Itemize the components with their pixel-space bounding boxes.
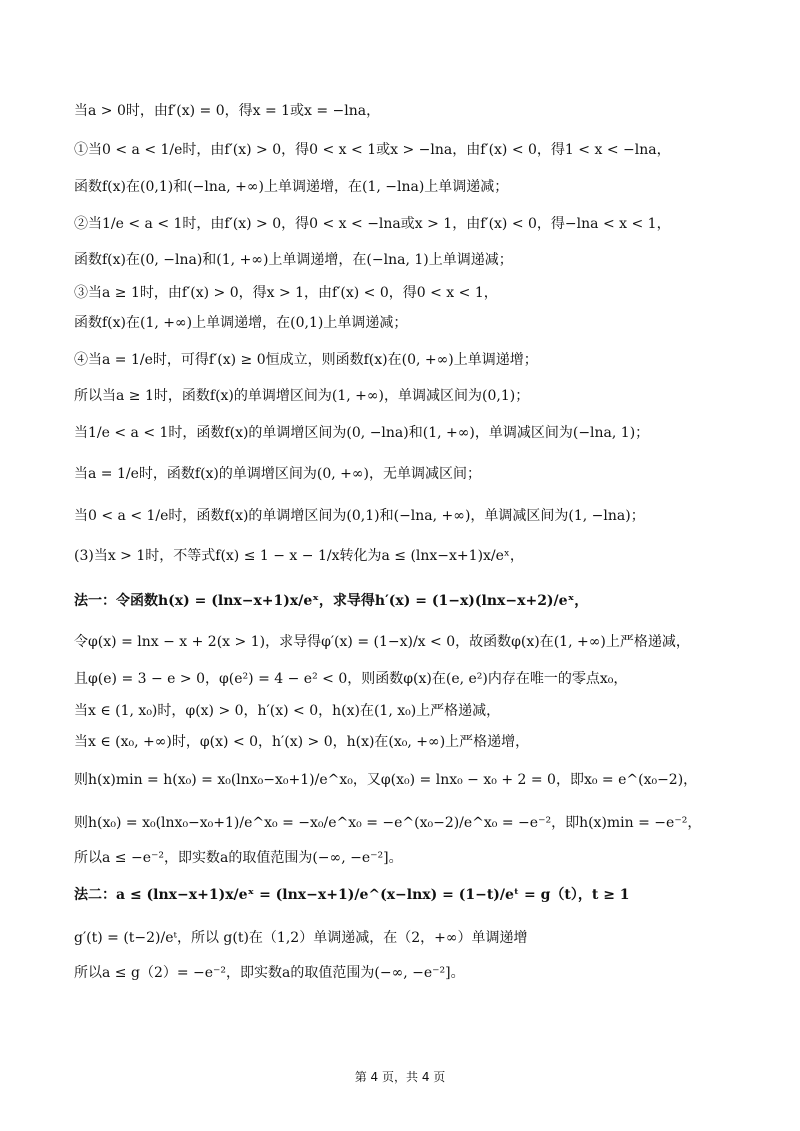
text-line: 则h(x₀) = x₀(lnx₀−x₀+1)/e^x₀ = −x₀/e^x₀ = −e^(x₀−2)/e^x₀ = −e⁻²，即h(x)min = −e⁻²， bbox=[74, 815, 702, 831]
text-line: 则h(x)min = h(x₀) = x₀(lnx₀−x₀+1)/e^x₀，又φ(x₀) = lnx₀ − x₀ + 2 = 0，即x₀ = e^(x₀−2)， bbox=[74, 772, 698, 788]
text-line: (3)当x > 1时，不等式f(x) ≤ 1 − x − 1/x转化为a ≤ (lnx−x+1)x/eˣ， bbox=[74, 548, 524, 564]
text-line: 当1/e < a < 1时，函数f(x)的单调增区间为(0, −lna)和(1, +∞)，单调减区间为(−lna, 1)； bbox=[74, 425, 650, 441]
text-line: ①当0 < a < 1/e时，由f′(x) > 0，得0 < x < 1或x > −lna，由f′(x) < 0，得1 < x < −lna， bbox=[74, 142, 671, 158]
text-line: 令φ(x) = lnx − x + 2(x > 1)，求导得φ′(x) = (1−x)/x < 0，故函数φ(x)在(1, +∞)上严格递减， bbox=[74, 634, 690, 650]
text-line: ②当1/e < a < 1时，由f′(x) > 0，得0 < x < −lna或x > 1，由f′(x) < 0，得−lna < x < 1， bbox=[74, 216, 671, 232]
page-footer: 第 4 页，共 4 页 bbox=[354, 1070, 446, 1084]
text-line: 当x ∈ (x₀, +∞)时，φ(x) < 0，h′(x) > 0，h(x)在(x₀, +∞)上严格递增， bbox=[74, 734, 530, 750]
text-line: g′(t) = (t−2)/eᵗ，所以 g(t)在（1,2）单调递减，在（2，+∞）单调递增 bbox=[74, 930, 528, 946]
text-line: 法二：a ≤ (lnx−x+1)x/eˣ = (lnx−x+1)/e^(x−lnx) = (1−t)/eᵗ = g（t），t ≥ 1 bbox=[74, 887, 630, 903]
text-line: 所以a ≤ g（2）= −e⁻²，即实数a的取值范围为(−∞, −e⁻²]。 bbox=[74, 965, 465, 981]
text-line: 当x ∈ (1, x₀)时，φ(x) > 0，h′(x) < 0，h(x)在(1, x₀)上严格递减， bbox=[74, 703, 501, 719]
text-line: 当a = 1/e时，函数f(x)的单调增区间为(0, +∞)，无单调减区间； bbox=[74, 466, 482, 482]
text-line: 函数f(x)在(1, +∞)上单调递增，在(0,1)上单调递减； bbox=[74, 315, 408, 331]
text-line: 当a > 0时，由f′(x) = 0，得x = 1或x = −lna， bbox=[74, 103, 381, 119]
text-line: 所以a ≤ −e⁻²，即实数a的取值范围为(−∞, −e⁻²]。 bbox=[74, 850, 403, 866]
text-line: 当0 < a < 1/e时，函数f(x)的单调增区间为(0,1)和(−lna, +∞)，单调减区间为(1, −lna)； bbox=[74, 508, 645, 524]
text-line: 且φ(e) = 3 − e > 0，φ(e²) = 4 − e² < 0，则函数φ(x)在(e, e²)内存在唯一的零点x₀， bbox=[74, 671, 628, 687]
text-line: ④当a = 1/e时，可得f′(x) ≥ 0恒成立，则函数f(x)在(0, +∞)上单调递增； bbox=[74, 352, 538, 368]
text-line: ③当a ≥ 1时，由f′(x) > 0，得x > 1，由f′(x) < 0，得0 < x < 1， bbox=[74, 285, 498, 301]
text-line: 法一：令函数h(x) = (lnx−x+1)x/eˣ，求导得h′(x) = (1−x)(lnx−x+2)/eˣ， bbox=[74, 593, 589, 609]
text-line: 函数f(x)在(0, −lna)和(1, +∞)上单调递增，在(−lna, 1)上单调递减； bbox=[74, 252, 513, 268]
text-line: 函数f(x)在(0,1)和(−lna, +∞)上单调递增，在(1, −lna)上单调递减； bbox=[74, 179, 509, 195]
text-line: 所以当a ≥ 1时，函数f(x)的单调增区间为(1, +∞)，单调减区间为(0,1)； bbox=[74, 388, 530, 404]
